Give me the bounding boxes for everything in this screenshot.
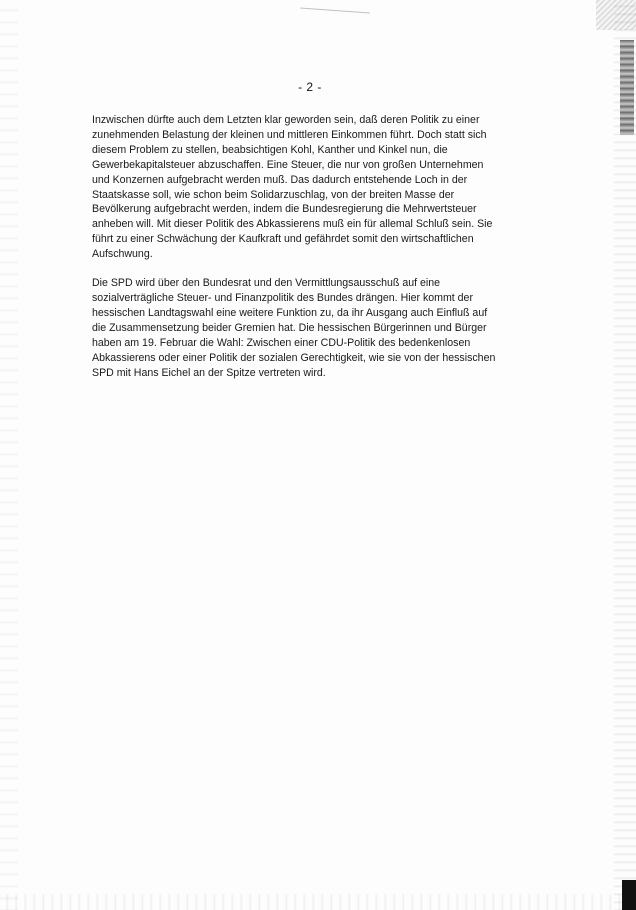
text-line: Staatskasse soll, wie schon beim Solidarzuschlag, von der breiten Masse der	[92, 188, 455, 201]
text-line: SPD mit Hans Eichel an der Spitze vertreten wird.	[92, 366, 326, 379]
text-line: anheben will. Mit dieser Politik des Abkassierens muß ein für allemal Schluß sein. Sie	[92, 218, 493, 231]
page-number: - 2 -	[298, 80, 322, 94]
scan-corner-noise	[596, 0, 636, 30]
text-line: hessischen Landtagswahl eine weitere Funktion zu, da ihr Ausgang auch Einfluß auf	[92, 306, 488, 319]
paragraph	[92, 276, 532, 380]
text-line: Bevölkerung aufgebracht werden, indem die Bundesregierung die Mehrwertsteuer	[92, 203, 477, 216]
scan-edge-mark	[620, 40, 634, 135]
scan-streak	[300, 8, 370, 14]
text-line: sozialverträgliche Steuer- und Finanzpolitik des Bundes drängen. Hier kommt der	[92, 291, 473, 304]
text-line: diesem Problem zu stellen, beabsichtigen Kohl, Kanther und Kinkel nun, die	[92, 143, 448, 156]
text-line: Aufschwung.	[92, 248, 153, 261]
paragraph	[92, 113, 532, 262]
text-line: Die SPD wird über den Bundesrat und den Vermittlungsausschuß auf eine	[92, 277, 441, 290]
text-line: die Zusammensetzung beider Gremien hat. Die hessischen Bürgerinnen und Bürger	[92, 321, 487, 334]
text-line: haben am 19. Februar die Wahl: Zwischen einer CDU-Politik des bedenkenlosen	[92, 336, 471, 349]
scan-edge-left	[0, 0, 18, 910]
text-line: führt zu einer Schwächung der Kaufkraft und gefährdet somit den wirtschaftlichen	[92, 233, 474, 246]
text-line: Abkassierens oder einer Politik der sozialen Gerechtigkeit, wie sie von der hessischen	[92, 351, 496, 364]
body-text	[92, 113, 532, 394]
scan-edge-bottom	[0, 894, 636, 910]
text-line: Gewerbekapitalsteuer abzuschaffen. Eine Steuer, die nur von großen Unternehmen	[92, 158, 484, 171]
text-line: und Konzernen aufgebracht werden muß. Das dadurch entstehende Loch in der	[92, 173, 468, 186]
text-line: zunehmenden Belastung der kleinen und mittleren Einkommen führt. Doch statt sich	[92, 128, 487, 141]
scan-edge-right	[614, 0, 636, 910]
text-line: Inzwischen dürfte auch dem Letzten klar geworden sein, daß deren Politik zu einer	[92, 114, 480, 126]
